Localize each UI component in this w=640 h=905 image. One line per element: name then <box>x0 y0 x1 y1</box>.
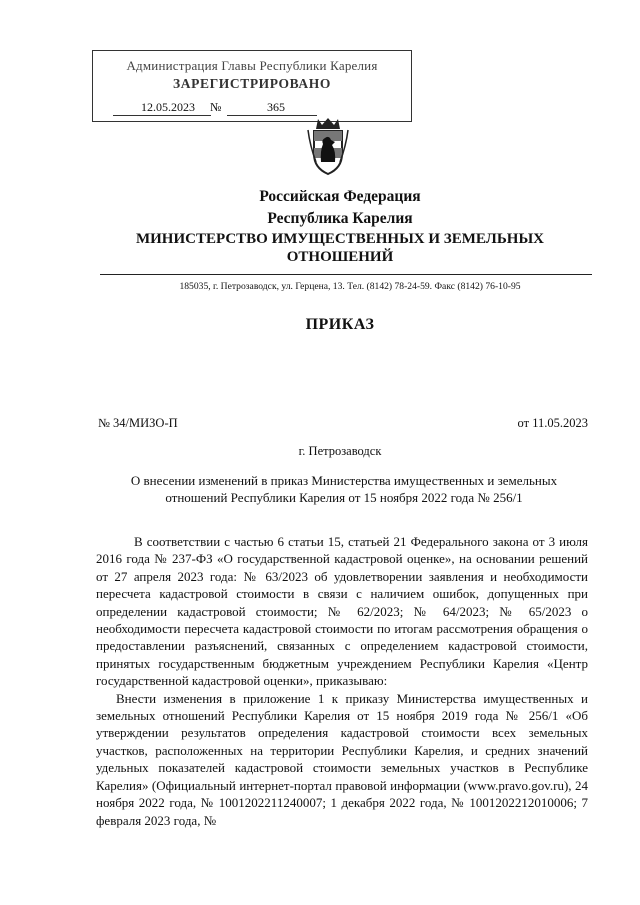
country-name: Российская Федерация <box>259 188 421 205</box>
order-number: № 34/МИЗО-П <box>98 416 178 430</box>
body-paragraph-2: Внести изменения в приложение 1 к приказу Министерства имущественных и земельных отношений Республики Карелия от 15 ноября 2019 года № 256/1 «Об утверждении результатов определения кадастровой стоимости всех земельных участков, расположенных на территории Республики Карелия, и средних значений удельных показателей кадастровой стоимости земельных участков в Республике Карелия» (Официальный интернет-портал правовой информации (www.pravo.gov.ru), 24 ноября 2022 года, № 1001202211240007; 1 декабря 2022 года, № 1001202212010006; 7 февраля 2023 года, № <box>96 690 588 828</box>
document-type: ПРИКАЗ <box>305 316 375 333</box>
ministry-name-line2: ОТНОШЕНИЙ <box>286 249 394 265</box>
coat-of-arms-karelia-icon <box>306 116 350 176</box>
order-subject: О внесении изменений в приказ Министерства имущественных и земельных отношений Республики Карелия от 15 ноября 2022 года № 256/1 <box>130 473 558 505</box>
stamp-number: 365 <box>267 100 285 114</box>
order-body <box>96 533 588 829</box>
stamp-date-underline <box>113 115 211 116</box>
stamp-number-label: № <box>210 100 222 114</box>
ministry-name-line1: МИНИСТЕРСТВО ИМУЩЕСТВЕННЫХ И ЗЕМЕЛЬНЫХ <box>135 231 545 247</box>
stamp-organization: Администрация Главы Республики Карелия <box>126 58 378 73</box>
ministry-address: 185035, г. Петрозаводск, ул. Герцена, 13. Тел. (8142) 78-24-59. Факс (8142) 76-10-95 <box>179 281 521 292</box>
order-date: от 11.05.2023 <box>517 416 588 430</box>
stamp-number-underline <box>227 115 317 116</box>
stamp-registration-line <box>93 100 411 116</box>
registration-stamp <box>92 50 412 122</box>
body-paragraph-1: В соответствии с частью 6 статьи 15, статьей 21 Федерального закона от 3 июля 2016 года № 237-ФЗ «О государственной кадастровой оценке», на основании решений от 27 апреля 2023 года: № 63/2023 об удовлетворении заявления и необходимости пересчета кадастровой стоимости в связи с наличием ошибок, допущенных при определении кадастровой стоимости; № 62/2023; № 64/2023; № 65/2023 о необходимости пересчета кадастровой стоимости по итогам рассмотрения обращения о предоставлении разъяснений, связанных с определением кадастровой стоимости, принятых государственным бюджетным учреждением Республики Карелия «Центр государственной кадастровой оценки», приказываю: <box>96 534 588 689</box>
stamp-date: 12.05.2023 <box>141 100 195 114</box>
header-divider <box>100 274 592 275</box>
republic-name: Республика Карелия <box>267 210 413 227</box>
order-city: г. Петрозаводск <box>298 444 382 458</box>
stamp-status: ЗАРЕГИСТРИРОВАНО <box>173 76 331 91</box>
